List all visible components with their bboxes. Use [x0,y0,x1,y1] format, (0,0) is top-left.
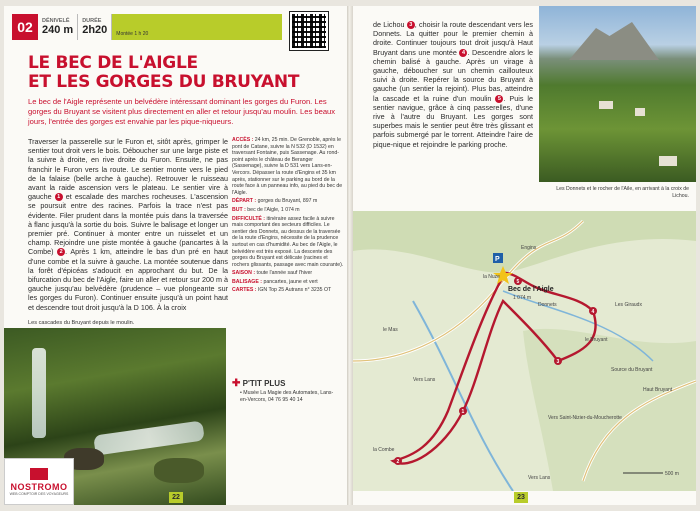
title-line-1: LE BEC DE L'AIGLE [28,53,198,73]
start-marker [493,253,503,263]
photo-caption-right: Les Donnets et le rocher de l'Aile, en arrivant à la croix de Lichou. [556,186,689,199]
ptit-plus-text: • Musée La Magie des Automates, Lans-en-Vercors, 04 76 95 40 14 [240,390,334,403]
photo-caption-left: Les cascades du Bruyant depuis le moulin. [28,320,135,326]
svg-text:le Bruyant: le Bruyant [585,337,608,343]
svg-text:5: 5 [516,279,520,285]
landscape-photo [539,6,696,182]
svg-text:1: 1 [461,409,465,415]
right-page [353,6,696,505]
svg-text:4: 4 [591,309,595,315]
svg-text:Vers Lans: Vers Lans [413,377,436,383]
page-number-right: 23 [514,492,528,503]
step-marker-5: 5 [495,95,503,103]
svg-text:Les Giraudx: Les Giraudx [615,302,642,308]
route-text-a: Traverser la passerelle sur le Furon et, sitôt après, grimper le sentier tout droit vers le bois. Déboucher sur une large piste et la suivre à droite, en rive droite du Furon. Ensuite, ne pas franchir le Furon vers la route. Le sentier monte vers le pied de la falaise (belle arche à gauche). Retrouver le ruisseau avant la raide ascension vers le plateau. Le sentier vire à gauche [28,137,228,202]
ascent-time: Montée 1 h 20 [116,31,149,37]
info-sidebar [232,137,344,296]
step-marker-4: 4 [459,49,467,57]
svg-text:Bec de l'Aigle: Bec de l'Aigle [508,286,554,293]
svg-text:500 m: 500 m [665,471,679,477]
route-text-c: . Après 1 km, atteindre le bas d'un pré en haut d'une combe et la suivre à gauche. La montée soutenue dans la forêt d'épicéas s'adoucit en approchant du but. De la bifurcation du bec de l'Aigle, faire un aller et retour sur 200 m à gauche jusqu'au belvédère (prudence – vue plongeante sur les gorges du Furon). Continuer ensuite jusqu'à un point haut et descendre tout droit jusqu'à la D 106. À la croix [28,247,229,312]
svg-text:Engins: Engins [521,245,537,251]
ptit-plus-heading: ✚ P'TIT PLUS [232,378,286,389]
info-maps: CARTES : IGN Top 25 Autrans n° 3235 OT [232,287,332,294]
left-page [4,6,347,505]
svg-text:2: 2 [396,459,400,465]
route-text-b: et escalade des marches rocheuses. L'ascension se poursuit entre des racines. Parfois la trace n'est pas évidente. Filer prudent dans la montée puis dans la traversée à flanc jusqu'à la sortie du bois. Suivre le balisage et longer un premier pré. Continuer à monter entre un ruisselet et un champ. Rejoindre une piste montée à gauche (pancartes à la Combe) [28,192,228,257]
page-number-left: 22 [169,492,183,503]
walk-number: 02 [12,14,38,40]
map-svg [353,211,696,491]
svg-text:le Mas: le Mas [383,327,398,333]
walk-header [12,14,148,40]
info-waymarks: BALISAGE : pancartes, jaune et vert [232,278,318,285]
step-marker-3: 3 [407,21,415,29]
plus-icon: ✚ [232,378,241,389]
elevation-stat [38,14,78,40]
nostromo-logo[interactable]: NOSTROMO WEB COMPTOIR DES VOYAGEURS [4,458,74,505]
info-difficulty: DIFFICULTÉ : itinéraire assez facile à suivre mais comportant des secteurs difficiles. Le sentier des Donnets, au dessus de la traversée de la route d'Engins, nécessite de la prudence surtout en cas d'humidité. Au bec de l'Aigle, le belvédère est très exposé. La descente des gorges du Bruyant est délicate (racines et rochers glissants, passage avec main courante). [232,215,344,268]
svg-text:1 074 m: 1 074 m [513,295,532,301]
svg-text:Vers Lans: Vers Lans [528,475,551,481]
elevation-value: 240 m [42,24,74,36]
step-marker-1: 1 [55,193,63,201]
route-description-right: de Lichou 3 , choisir la route descendant vers les Donnets. La quitter pour le premier chemin à droite. Continuer toujours tout droit jusqu'à Haut Bruyant dans une montée 4 . Descendre alors le chemin balisé à gauche. Après un virage à gauche, déboucher sur un chemin caillouteux suivi à droite. Repérer la source du Bruyant à gauche (un sentier la rejoint). Plus bas, atteindre la cascade et la ruine d'un moulin 5 . Puis le sentier navigue, grâce à cinq passerelles, d'une rive à l'autre du Bruyant. Les gorges sont superbes mais le sentier peut être très glissant et parfois submergé par le torrent. Atteindre l'aire de pique-nique et rejoindre le parking proche. [373,20,534,149]
elevation-label: DÉNIVELÉ [42,18,70,24]
svg-text:Donnets: Donnets [538,302,557,308]
svg-text:3: 3 [556,359,560,365]
info-goal: BUT : bec de l'Aigle, 1 074 m [232,206,300,213]
route-map [353,211,696,491]
svg-text:la Nuze: la Nuze [483,274,500,280]
duration-value: 2h20 [82,24,108,36]
title-line-2: ET LES GORGES DU BRUYANT [28,72,300,92]
svg-text:Source du Bruyant: Source du Bruyant [611,367,653,373]
page-title [28,54,299,92]
duration-stat [78,14,112,40]
svg-text:Vers Saint-Nizier-du-Moucherot: Vers Saint-Nizier-du-Moucherotte [548,415,622,421]
svg-text:Haut Bruyant: Haut Bruyant [643,387,673,393]
svg-text:P: P [495,256,500,263]
info-season: SAISON : toute l'année sauf l'hiver [232,270,313,277]
intro-text: Le bec de l'Aigle représente un belvédère intéressant dominant les gorges du Furon. Les gorges du Bruyant se visitent plus directement en aller et retour jusqu'au moulin. Les beaux jours, l'entrée des gorges est envahie par les pique-niqueurs. [28,97,336,126]
step-marker-2: 2 [57,248,65,256]
duration-label: DURÉE [82,18,102,24]
info-start: DÉPART : gorges du Bruyant, 897 m [232,198,318,205]
qr-code[interactable] [290,12,328,50]
route-description-left [28,137,228,312]
svg-text:la Combe: la Combe [373,447,395,453]
info-access: ACCÈS : 24 km, 25 min. De Grenoble, après le pont de Catane, suivre la N 532 (D 1532) en traversant Fontaine, puis Sassenage. Au rond-point après le château de Beranger (Sassenage), suivre la D 531 vers Lans-en-Vercors. Dépasser la route d'Engins et 35 km après, stationner sur le parking au bord de la route face à un panneau info, au pied du bec de l'Aigle. [232,137,343,196]
